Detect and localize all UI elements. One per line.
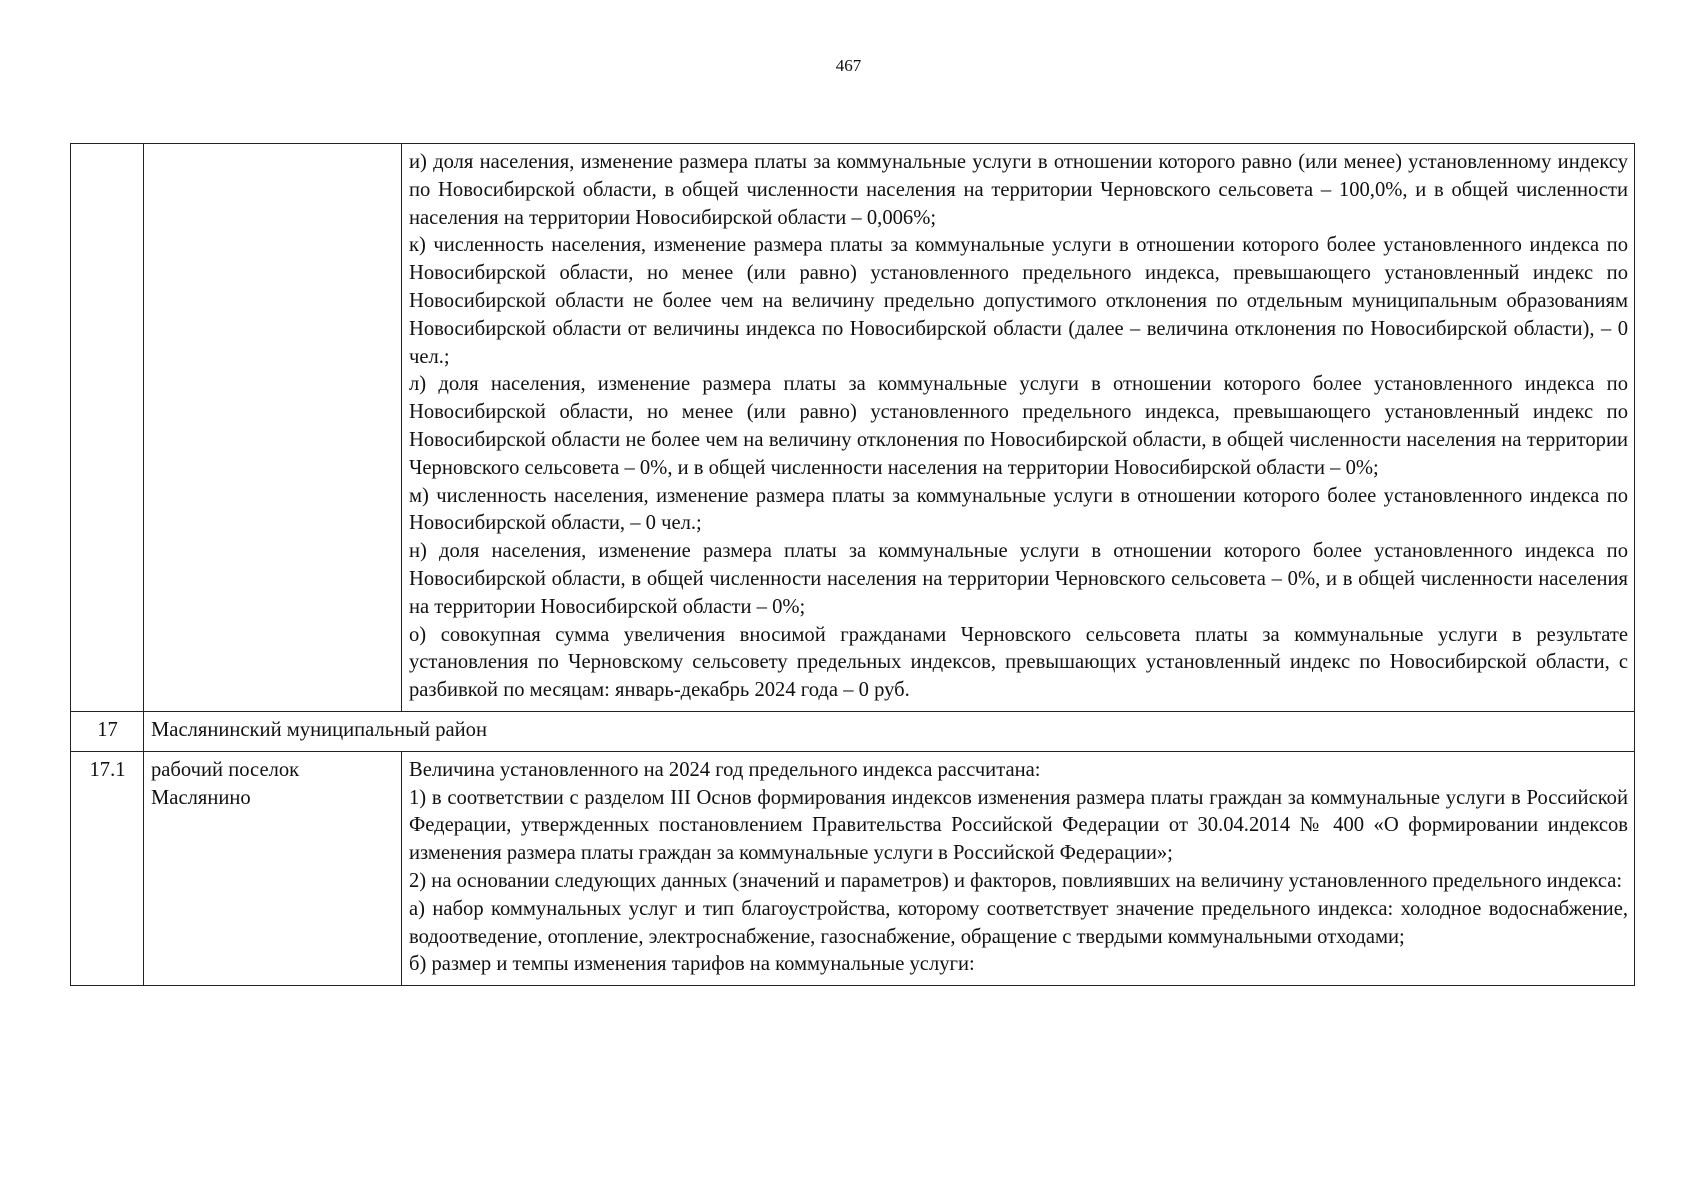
description-cell [402, 144, 1635, 712]
paragraph-intro: Величина установленного на 2024 год предельного индекса рассчитана: [409, 758, 1041, 781]
locality-name [144, 144, 402, 712]
paragraph-m: м) численность населения, изменение размера платы за коммунальные услуги в отношении которого более установленного индекса по Новосибирской области, – 0 чел.; [409, 484, 1628, 535]
paragraph-2: 2) на основании следующих данных (значений и параметров) и факторов, повлиявших на величину установленного предельного индекса: [409, 869, 1623, 892]
paragraph-i: и) доля населения, изменение размера платы за коммунальные услуги в отношении которого равно (или менее) установленному индексу по Новосибирской области, в общей численности населения на территории Черновского сельсовета – 100,0%, и в общей численности населения на территории Новосибирской области – 0,006%; [409, 151, 1628, 229]
description-cell [402, 751, 1635, 985]
table-row [71, 751, 1635, 985]
paragraph-o: о) совокупная сумма увеличения вносимой гражданами Черновского сельсовета платы за коммунальные услуги в результате установления по Черновскому сельсовету предельных индексов, превышающих установленный индекс по Новосибирской области, с разбивкой по месяцам: январь-декабрь 2024 года – 0 руб. [409, 623, 1628, 702]
locality-name: рабочий поселок Маслянино [144, 751, 402, 985]
row-number [71, 144, 144, 712]
paragraph-a: а) набор коммунальных услуг и тип благоустройства, которому соответствует значение предельного индекса: холодное водоснабжение, водоотведение, отопление, электроснабжение, газоснабжение, обращение с твердыми коммунальными отходами; [409, 897, 1628, 948]
index-table [70, 143, 1635, 986]
district-name: Маслянинский муниципальный район [144, 711, 1635, 751]
paragraph-l: л) доля населения, изменение размера платы за коммунальные услуги в отношении которого более установленного индекса по Новосибирской области, но менее (или равно) установленного предельного индекса, превышающего установленный индекс по Новосибирской области не более чем на величину отклонения по Новосибирской области, в общей численности населения на территории Черновского сельсовета – 0%, и в общей численности населения на территории Новосибирской области – 0%; [409, 373, 1628, 479]
row-number: 17 [71, 711, 144, 751]
paragraph-n: н) доля населения, изменение размера платы за коммунальные услуги в отношении которого более установленного индекса по Новосибирской области, в общей численности населения на территории Черновского сельсовета – 0%, и в общей численности населения на территории Новосибирской области – 0%; [409, 540, 1628, 618]
row-number: 17.1 [71, 751, 144, 985]
table-row [71, 144, 1635, 712]
paragraph-b: б) размер и темпы изменения тарифов на коммунальные услуги: [409, 953, 975, 976]
page-number: 467 [835, 56, 862, 75]
district-row [71, 711, 1635, 751]
paragraph-1: 1) в соответствии с разделом III Основ формирования индексов изменения размера платы граждан за коммунальные услуги в Российской Федерации, утвержденных постановлением Правительства Российской Федерации от 30.04.2014 № 400 «О формировании индексов изменения размера платы граждан за коммунальные услуги в Российской Федерации»; [409, 786, 1628, 865]
paragraph-k: к) численность населения, изменение размера платы за коммунальные услуги в отношении которого более установленного индекса по Новосибирской области, но менее (или равно) установленного предельного индекса, превышающего установленный индекс по Новосибирской области не более чем на величину предельно допустимого отклонения по отдельным муниципальным образованиям Новосибирской области от величины индекса по Новосибирской области (далее – величина отклонения по Новосибирской области), – 0 чел.; [409, 234, 1628, 368]
